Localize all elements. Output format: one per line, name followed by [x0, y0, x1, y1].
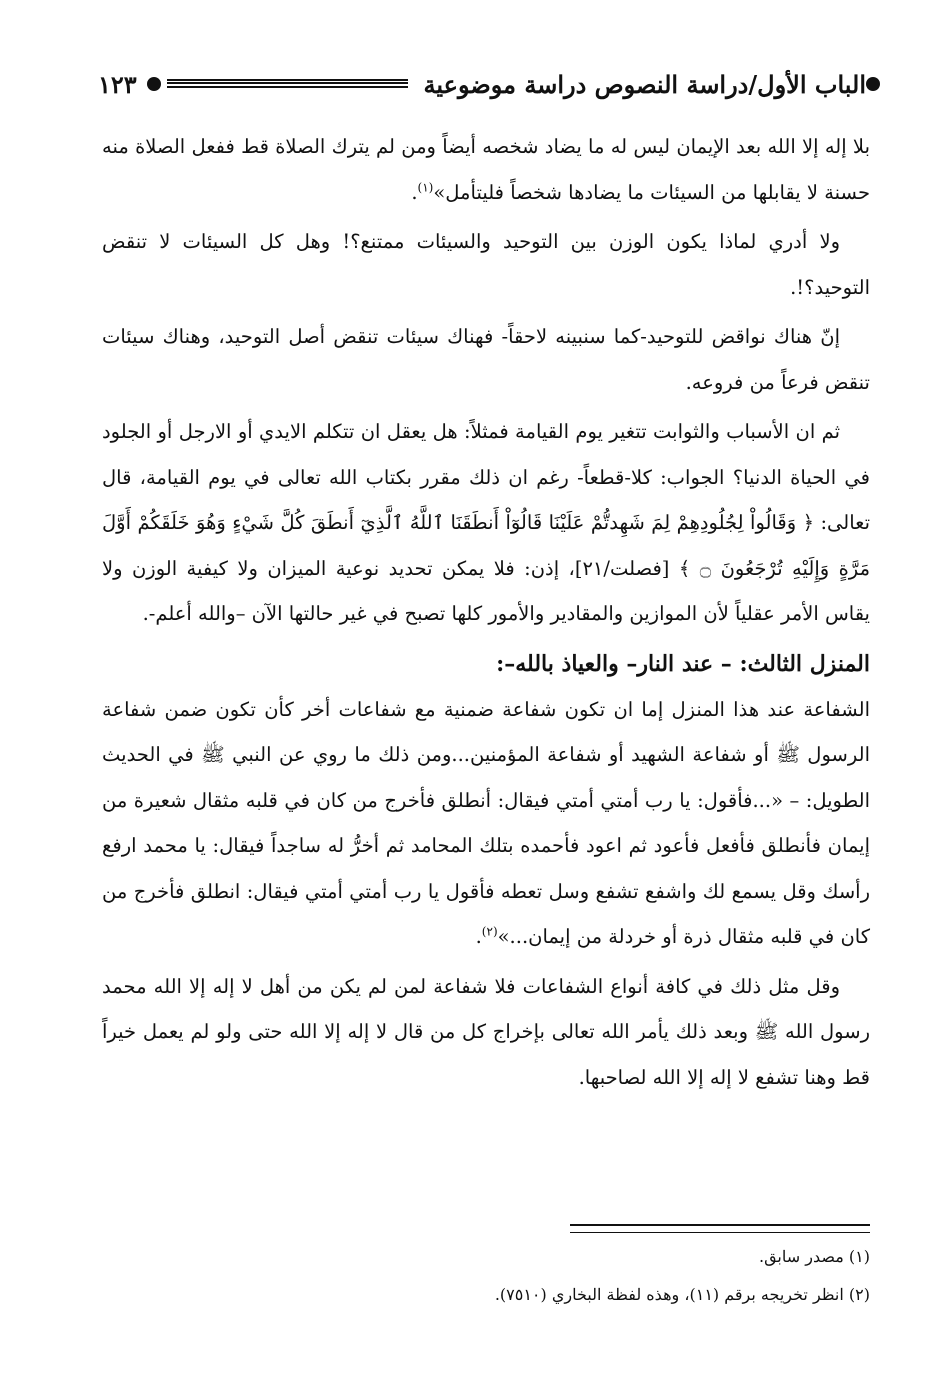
page-number: ١٢٣ [98, 69, 137, 99]
header-ornament-dot [147, 77, 161, 91]
chapter-title: الباب الأول/دراسة النصوص دراسة موضوعية [423, 69, 866, 99]
quran-verse: ﴿ وَقَالُواْ لِجُلُودِهِمْ لِمَ شَهِدتُّمْ عَلَيْنَا قَالُوٓاْ أَنطَقَنَا ٱللَّهُ ٱلَّذِيٓ أَنطَقَ كُلَّ شَيْءٍ وَهُوَ خَلَقَكُمْ أَوَّلَ مَرَّةٍ وَإِلَيْهِ تُرْجَعُونَ ۝ ﴾ [102, 511, 871, 580]
main-text [102, 124, 870, 1104]
paragraph: ولا أدري لماذا يكون الوزن بين التوحيد والسيئات ممتنع؟! وهل كل السيئات لا تنقض التوحيد؟!. [102, 230, 870, 299]
paragraph-text: ثم ان الأسباب والثوابت تتغير يوم القيامة فمثلاً: هل يعقل ان تتكلم الايدي أو الارجل أو الجلود في الحياة الدنيا؟ الجواب: كلا-قطعاً- رغم ان ذلك مقرر بكتاب الله تعالى في يوم القيامة، قال تعالى: [102, 420, 870, 534]
section-heading: المنزل الثالث: – عند النار– والعياذ بالله–: [496, 650, 870, 677]
paragraph: إنّ هناك نواقض للتوحيد-كما سنبينه لاحقاً- فهناك سيئات تنقض أصل التوحيد، وهناك سيئات تنقض فرعاً من فروعه. [102, 325, 870, 394]
footnote-ref[interactable]: (٢) [481, 924, 498, 939]
footnote-separator [570, 1224, 870, 1233]
paragraph-text: . [475, 925, 482, 948]
paragraph [102, 687, 870, 960]
paragraph-text: بلا إله إلا الله بعد الإيمان ليس له ما يضاد شخصه أيضاً ومن لم يترك الصلاة قط ففعل الصلاة منه حسنة لا يقابلها من السيئات ما يضادها شخصاً فليتأمل» [102, 135, 870, 204]
footnote: (٢) انظر تخريجه برقم (١١)، وهذه لفظة البخاري (٧٥١٠). [494, 1285, 870, 1304]
paragraph-text: [فصلت/٢١]، إذن: فلا يمكن تحديد نوعية الميزان ولا كيفية الوزن ولا يقاس الأمر عقلياً لأن الموازين والمقادير والأمور كلها تصبح في غير حالتها الآن –والله أعلم-. [102, 556, 870, 625]
paragraph [102, 409, 870, 637]
header-ornament-dot [866, 77, 880, 91]
paragraph [102, 124, 870, 215]
footnote: (١) مصدر سابق. [759, 1247, 870, 1266]
running-header [98, 62, 880, 106]
paragraph-text: . [411, 180, 418, 204]
paragraph: وقل مثل ذلك في كافة أنواع الشفاعات فلا شفاعة لمن لم يكن من أهل لا إله إلا الله محمد رسول الله ﷺ وبعد ذلك يأمر الله تعالى بإخراج كل من قال لا إله إلا الله حتى ولو لم يعمل خيراً قط وهنا تشفع لا إله إلا الله لصاحبها. [102, 974, 870, 1089]
footnote-ref[interactable]: (١) [417, 180, 434, 194]
paragraph-text: الشفاعة عند هذا المنزل إما ان تكون شفاعة ضمنية مع شفاعات أخر كأن تكون ضمن شفاعة الرسول ﷺ أو شفاعة الشهيد أو شفاعة المؤمنين...ومن ذلك ما روي عن النبي ﷺ في الحديث الطويل: – «...فأقول: يا رب أمتي أمتي فيقال: أنطلق فأخرج من كان في قلبه مثقال شعيرة من إيمان فأنطلق فأفعل فأعود ثم اعود فأحمده بتلك المحامد ثم أخرُّ له ساجداً فيقال: يا محمد ارفع رأسك وقل يسمع لك واشفع تشفع وسل تعطه فأقول يا رب أمتي أمتي فيقال: انطلق فأخرج من كان في قلبه مثقال ذرة أو خردلة من إيمان...» [102, 697, 870, 948]
header-double-rule [167, 77, 408, 91]
footnotes [102, 1238, 870, 1314]
